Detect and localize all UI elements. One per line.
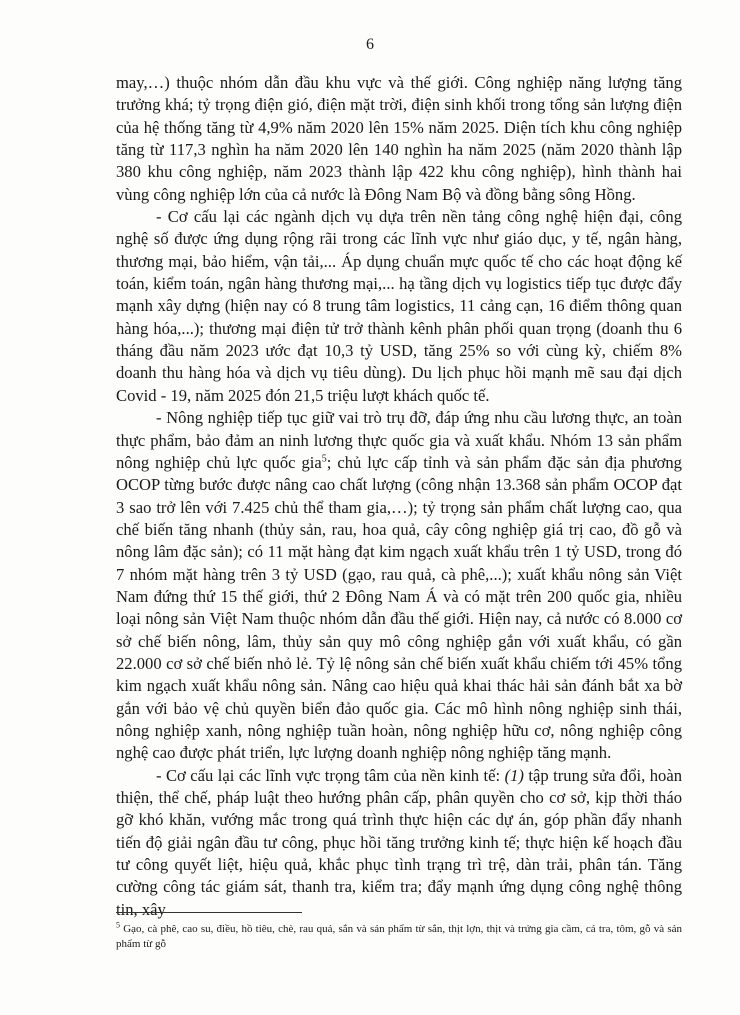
list-marker-1: (1): [504, 765, 524, 785]
paragraph-agriculture-text-start: - Nông nghiệp tiếp tục giữ vai trò trụ đỡ, đáp ứng nhu cầu lương thực, an toàn thực phẩm, bảo đảm an ninh lương thực quốc gia và xuất khẩu. Nhóm 13 sản phẩm nông nghiệp chủ lực quốc gia: [116, 408, 682, 472]
footnote-reference: 5: [321, 453, 327, 465]
footnote-divider: [116, 912, 302, 913]
paragraph-industry-text: may,…) thuộc nhóm dẫn đầu khu vực và thế giới. Công nghiệp năng lượng tăng trưởng khá; tỷ trọng điện gió, điện mặt trời, điện sinh khối trong tổng sản lượng điện của hệ thống tăng từ 4,9% năm 2020 lên 15% năm 2025. Diện tích khu công nghiệp tăng từ 117,3 nghìn ha năm 2020 lên 140 nghìn ha năm 2025 (năm 2020 thành lập 380 khu công nghiệp, năm 2023 thành lập 422 khu công nghiệp), hình thành hai vùng công nghiệp lớn của cả nước là Đông Nam Bộ và đồng bằng sông Hồng.: [116, 73, 682, 204]
paragraph-services-text: - Cơ cấu lại các ngành dịch vụ dựa trên nền tảng công nghệ hiện đại, công nghệ số được ứng dụng rộng rãi trong các lĩnh vực như giáo dục, y tế, ngân hàng, thương mại, bảo hiểm, vận tải,... Áp dụng chuẩn mực quốc tế cho các hoạt động kế toán, kiểm toán, ngân hàng thương mại,... hạ tầng dịch vụ logistics tiếp tục được đẩy mạnh xây dựng (hiện nay có 8 trung tâm logistics, 11 cảng cạn, 16 điểm thông quan hàng hóa,...); thương mại điện tử trở thành kênh phân phối quan trọng (doanh thu 6 tháng đầu năm 2023 ước đạt 10,3 tỷ USD, tăng 25% so với cùng kỳ, chiếm 8% doanh thu hàng hóa và dịch vụ tiêu dùng). Du lịch phục hồi mạnh mẽ sau đại dịch Covid - 19, năm 2025 đón 21,5 triệu lượt khách quốc tế.: [116, 207, 682, 405]
paragraph-agriculture-text-rest: ; chủ lực cấp tỉnh và sản phẩm đặc sản địa phương OCOP từng bước được nâng cao chất lượng (công nhận 13.368 sản phẩm OCOP đạt 3 sao trở lên với 7.425 chủ thể tham gia,…); tỷ trọng sản phẩm chất lượng cao, qua chế biến tăng nhanh (thủy sản, rau, hoa quả, cây công nghiệp giá trị cao, đồ gỗ và nông lâm đặc sản); có 11 mặt hàng đạt kim ngạch xuất khẩu trên 1 tỷ USD, trong đó 7 nhóm mặt hàng trên 3 tỷ USD (gạo, rau quả, cà phê,...); xuất khẩu nông sản Việt Nam đứng thứ 15 thế giới, thứ 2 Đông Nam Á và có mặt trên 200 quốc gia, nhiều loại nông sản Việt Nam thuộc nhóm dẫn đầu thế giới. Hiện nay, cả nước có 8.000 cơ sở chế biến nông, lâm, thủy sản quy mô công nghiệp gắn với xuất khẩu, có gần 22.000 cơ sở chế biến nhỏ lẻ. Tỷ lệ nông sản chế biến xuất khẩu chiếm tới 45% tổng kim ngạch xuất khẩu nông sản. Nâng cao hiệu quả khai thác hải sản đánh bắt xa bờ gắn với bảo vệ chủ quyền biển đảo quốc gia. Các mô hình nông nghiệp sinh thái, nông nghiệp xanh, nông nghiệp tuần hoàn, nông nghiệp hữu cơ, nông nghiệp công nghệ cao được phát triển, lực lượng doanh nghiệp nông nghiệp tăng mạnh.: [116, 452, 682, 763]
paragraph-services: [116, 206, 682, 407]
footnote-text: Gạo, cà phê, cao su, điều, hồ tiêu, chè, rau quả, sắn và sản phẩm từ sắn, thịt lợn, thịt và trứng gia cầm, cá tra, tôm, gỗ và sản phẩm từ gỗ: [116, 923, 682, 950]
paragraph-restructuring: [116, 765, 682, 921]
body-text: [116, 72, 682, 921]
paragraph-industry: [116, 72, 682, 206]
paragraph-restructuring-text-start: - Cơ cấu lại các lĩnh vực trọng tâm của nền kinh tế:: [156, 765, 505, 785]
paragraph-restructuring-text-rest: tập trung sửa đổi, hoàn thiện, thể chế, pháp luật theo hướng phân cấp, phân quyền cho cơ sở, kịp thời tháo gỡ khó khăn, vướng mắc trong quá trình thực hiện các dự án, góp phần đẩy nhanh tiến độ giải ngân đầu tư công, phục hồi tăng trưởng kinh tế; thực hiện kế hoạch đầu tư công quyết liệt, hiệu quả, khắc phục tình trạng trì trệ, dàn trải, phân tán. Tăng cường công tác giám sát, thanh tra, kiểm tra; đẩy mạnh ứng dụng công nghệ thông tin, xây: [116, 765, 682, 919]
page-number: 6: [366, 36, 374, 53]
footnote: [116, 922, 682, 952]
footnote-marker: 5: [116, 920, 120, 930]
paragraph-agriculture: [116, 407, 682, 765]
